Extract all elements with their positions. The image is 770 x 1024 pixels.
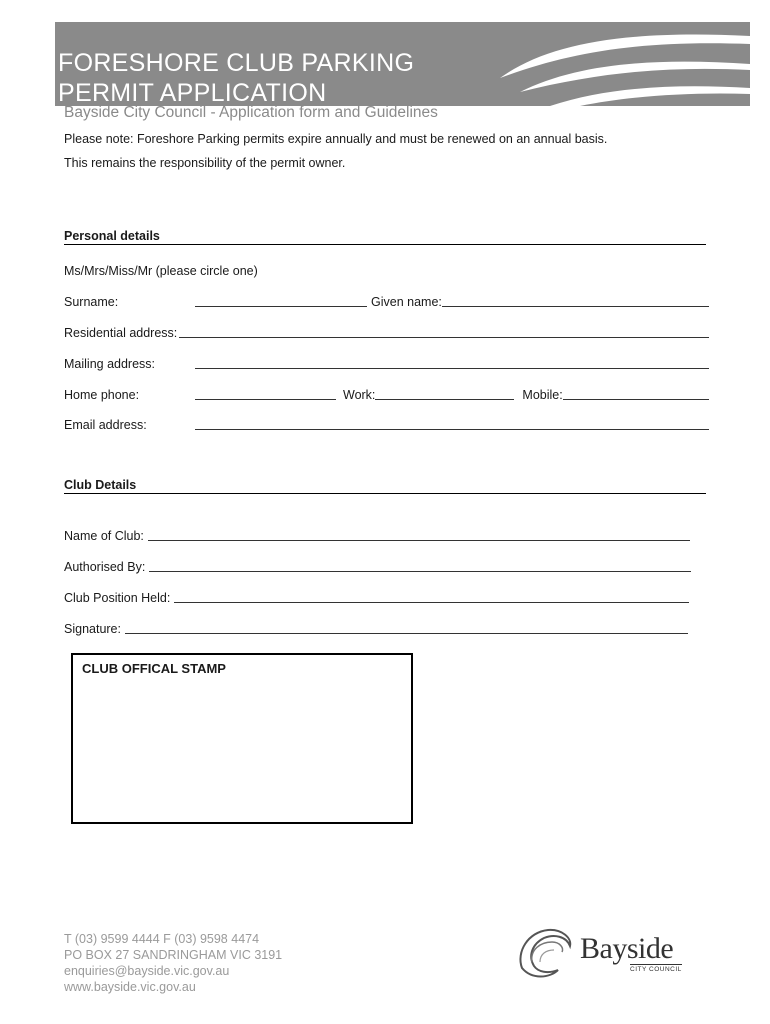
title-line-1: FORESHORE CLUB PARKING: [58, 49, 415, 77]
given-name-field[interactable]: [442, 294, 709, 307]
footer-phones: T (03) 9599 4444 F (03) 9598 4474: [64, 932, 260, 946]
logo-wordmark: Bayside: [580, 932, 674, 965]
footer-email[interactable]: enquiries@bayside.vic.gov.au: [64, 964, 230, 978]
mailing-address-field[interactable]: [195, 356, 709, 369]
authorised-by-field[interactable]: [149, 559, 691, 572]
given-name-label: Given name:: [371, 295, 442, 309]
surname-field[interactable]: [195, 294, 367, 307]
email-address-label: Email address:: [64, 418, 147, 432]
authorised-by-label: Authorised By:: [64, 560, 146, 574]
home-phone-field[interactable]: [195, 387, 336, 400]
email-address-field[interactable]: [195, 417, 709, 430]
footer-website[interactable]: www.bayside.vic.gov.au: [64, 980, 196, 994]
wave-graphic: [490, 22, 750, 106]
residential-address-label: Residential address:: [64, 326, 178, 340]
name-row: [64, 293, 709, 309]
signature-field[interactable]: [125, 621, 688, 634]
phone-row: [64, 386, 709, 402]
mobile-phone-label: Mobile:: [522, 388, 563, 402]
form-title: [58, 48, 414, 106]
club-stamp-label: CLUB OFFICAL STAMP: [82, 661, 226, 676]
responsibility-note: This remains the responsibility of the permit owner.: [64, 156, 346, 170]
position-row: [64, 589, 689, 605]
residential-address-field[interactable]: [179, 325, 709, 338]
title-choice-row: [64, 262, 709, 278]
mailing-row: [64, 355, 709, 371]
signature-label: Signature:: [64, 622, 121, 636]
club-name-field[interactable]: [148, 528, 690, 541]
club-name-label: Name of Club:: [64, 529, 144, 543]
contact-footer: [64, 931, 282, 995]
form-subtitle: Bayside City Council - Application form and Guidelines: [64, 104, 438, 121]
mailing-address-label: Mailing address:: [64, 357, 156, 371]
email-row: [64, 416, 709, 432]
home-phone-label: Home phone:: [64, 388, 140, 402]
signature-row: [64, 620, 688, 636]
authorised-row: [64, 558, 691, 574]
shell-icon: [514, 922, 578, 982]
personal-details-heading: Personal details: [64, 229, 706, 245]
club-position-label: Club Position Held:: [64, 591, 171, 605]
surname-label: Surname:: [64, 295, 119, 309]
club-position-field[interactable]: [174, 590, 689, 603]
header-banner: [55, 22, 750, 106]
work-phone-label: Work:: [343, 388, 376, 402]
footer-address: PO BOX 27 SANDRINGHAM VIC 3191: [64, 948, 283, 962]
title-line-2: PERMIT APPLICATION: [58, 79, 327, 106]
renewal-note: Please note: Foreshore Parking permits expire annually and must be renewed on an annual basis.: [64, 132, 608, 146]
residential-row: [64, 324, 709, 340]
club-details-heading: Club Details: [64, 478, 706, 494]
bayside-logo: [514, 922, 714, 982]
club-stamp-box[interactable]: [71, 653, 413, 824]
logo-subtext: CITY COUNCIL: [630, 966, 682, 973]
work-phone-field[interactable]: [375, 387, 514, 400]
club-name-row: [64, 527, 690, 543]
title-choice-label[interactable]: Ms/Mrs/Miss/Mr (please circle one): [64, 264, 258, 278]
mobile-phone-field[interactable]: [563, 387, 709, 400]
